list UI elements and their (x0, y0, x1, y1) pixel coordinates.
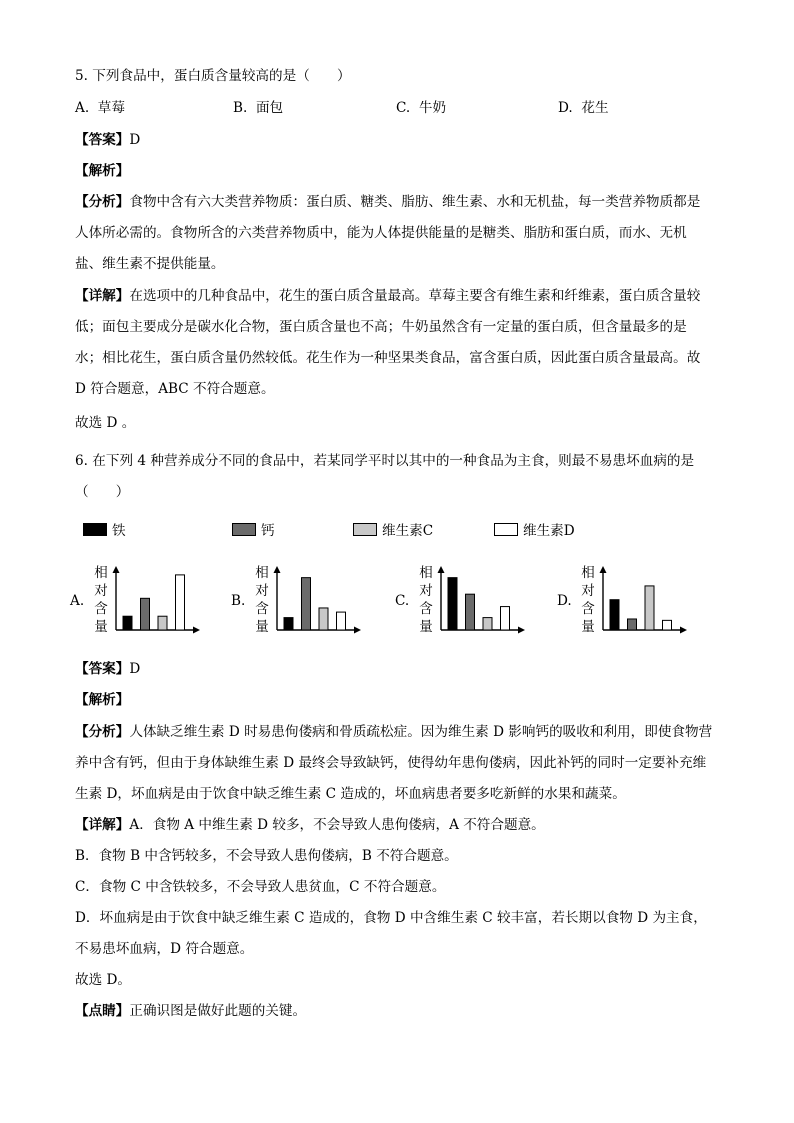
q6-dianjing (75, 1001, 306, 1021)
option-text: 面包 (255, 100, 284, 116)
q6-detail-line: B．食物 B 中含钙较多，不会导致人患佝偻病，B 不符合题意。 (75, 848, 458, 864)
y-axis-arrow (438, 566, 445, 573)
xiangjie-tag: 【详解】 (75, 288, 130, 304)
ylabel-char: 对 (94, 583, 108, 599)
legend-swatch (494, 523, 518, 536)
bar-vitamin-c (319, 608, 328, 630)
answer-tag: 【答案】 (75, 661, 130, 677)
legend-item-vitamin-d (494, 519, 575, 539)
x-axis-arrow (518, 627, 525, 634)
fenxi-tag: 【分析】 (75, 724, 130, 740)
bar-vitamin-d (501, 607, 510, 630)
q5-option-c (396, 98, 446, 118)
chart-d (557, 562, 697, 642)
q6-fenxi-line: 养中含有钙，但由于身体缺维生素 D 最终会导致缺钙，使得幼年患佝偻病，因此补钙的同时一定要补充维 (75, 755, 707, 771)
q5-conclusion: 故选 D 。 (75, 415, 136, 431)
q5-fenxi-line: 人体所必需的。食物所含的六类营养物质中，能为人体提供能量的是糖类、脂肪和蛋白质，而水、无机 (75, 225, 687, 241)
chart-letter: A. (70, 593, 85, 609)
bar-vitamin-c (158, 616, 167, 630)
y-axis-arrow (113, 566, 120, 573)
ylabel-char: 对 (419, 583, 433, 599)
ylabel-char: 相 (255, 565, 269, 581)
dianjing-tag: 【点睛】 (75, 1003, 130, 1019)
bar-vitamin-d (337, 612, 346, 630)
q5-xiangjie-line: 水；相比花生，蛋白质含量仍然较低。花生作为一种坚果类食品，富含蛋白质，因此蛋白质含量最高。故 (75, 350, 701, 366)
q6-answer (75, 659, 140, 679)
q5-option-d (558, 98, 609, 118)
xiangjie-text: A．食物 A 中维生素 D 较多，不会导致人患佝偻病，A 不符合题意。 (129, 817, 545, 833)
chart-c (395, 562, 535, 642)
bar-calcium (628, 619, 637, 630)
ylabel-char: 含 (255, 601, 269, 617)
option-text: 牛奶 (418, 100, 447, 116)
answer-value: D (129, 661, 141, 677)
answer-value: D (129, 132, 141, 148)
fenxi-text: 人体缺乏维生素 D 时易患佝偻病和骨质疏松症。因为维生素 D 影响钙的吸收和利用，即使食物营 (129, 724, 713, 740)
option-letter: A. (75, 100, 90, 116)
ylabel-char: 相 (419, 565, 433, 581)
chart-b-plot (271, 562, 365, 634)
q6-detail-line: 不易患坏血病，D 符合题意。 (75, 941, 254, 957)
bar-calcium (466, 594, 475, 630)
answer-tag: 【答案】 (75, 132, 130, 148)
chart-a-plot (110, 562, 204, 634)
q6-conclusion: 故选 D。 (75, 972, 132, 988)
bar-vitamin-d (663, 620, 672, 630)
option-letter: C. (396, 100, 411, 116)
y-axis-arrow (274, 566, 281, 573)
legend-item-calcium (232, 519, 275, 539)
q6-stem-line1: 6. 在下列 4 种营养成分不同的食品中，若某同学平时以其中的一种食品为主食，则最不易患坏血病的是 (75, 453, 695, 469)
q5-analysis-tag: 【解析】 (75, 163, 130, 179)
chart-d-plot (597, 562, 691, 634)
bar-iron (284, 618, 293, 630)
chart-ylabel (580, 564, 596, 636)
x-axis-arrow (354, 627, 361, 634)
chart-ylabel (254, 564, 270, 636)
chart-ylabel (418, 564, 434, 636)
x-axis-arrow (680, 627, 687, 634)
legend-label: 钙 (261, 523, 275, 539)
bar-iron (123, 616, 132, 630)
bar-vitamin-d (176, 575, 185, 630)
q5-option-b (233, 98, 283, 118)
legend-label: 铁 (112, 523, 126, 539)
option-text: 花生 (581, 100, 609, 116)
legend-label: 维生素D (523, 523, 575, 539)
option-text: 草莓 (97, 100, 125, 116)
ylabel-char: 对 (581, 583, 595, 599)
q5-fenxi-line: 盐、维生素不提供能量。 (75, 256, 225, 272)
legend-swatch (232, 523, 256, 536)
bar-iron (610, 600, 619, 630)
q5-xiangjie-line: 低；面包主要成分是碳水化合物，蛋白质含量也不高；牛奶虽然含有一定量的蛋白质，但含量最多的是 (75, 319, 687, 335)
chart-b (231, 562, 371, 642)
ylabel-char: 含 (419, 601, 433, 617)
chart-legend (75, 519, 725, 541)
bar-iron (448, 578, 457, 630)
ylabel-char: 对 (255, 583, 269, 599)
y-axis-arrow (600, 566, 607, 573)
bar-calcium (141, 598, 150, 630)
q6-detail-line: C．食物 C 中含铁较多，不会导致人患贫血，C 不符合题意。 (75, 879, 446, 895)
q5-fenxi-line (75, 192, 700, 212)
ylabel-char: 量 (419, 619, 433, 635)
ylabel-char: 量 (581, 619, 595, 635)
x-axis-arrow (193, 627, 200, 634)
ylabel-char: 含 (94, 601, 108, 617)
q5-stem: 5. 下列食品中，蛋白质含量较高的是（ ） (75, 68, 351, 84)
ylabel-char: 量 (94, 619, 108, 635)
ylabel-char: 量 (255, 619, 269, 635)
bar-vitamin-c (483, 618, 492, 630)
q6-detail-line: D．坏血病是由于饮食中缺乏维生素 C 造成的，食物 D 中含维生素 C 较丰富，若长期以食物 D 为主食， (75, 910, 707, 926)
fenxi-text: 食物中含有六大类营养物质：蛋白质、糖类、脂肪、维生素、水和无机盐，每一类营养物质都是 (129, 194, 701, 210)
q6-xiangjie-line (75, 815, 545, 835)
chart-c-plot (435, 562, 529, 634)
ylabel-char: 含 (581, 601, 595, 617)
q6-fenxi-line (75, 722, 712, 742)
option-letter: D. (558, 100, 573, 116)
q6-analysis-tag: 【解析】 (75, 692, 130, 708)
q5-answer (75, 130, 140, 150)
bar-vitamin-c (645, 586, 654, 630)
ylabel-char: 相 (94, 565, 108, 581)
legend-label: 维生素C (382, 523, 434, 539)
legend-item-vitamin-c (353, 519, 433, 539)
option-letter: B. (233, 100, 248, 116)
dianjing-text: 正确识图是做好此题的关键。 (129, 1003, 307, 1019)
chart-a (70, 562, 210, 642)
legend-item-iron (83, 519, 126, 539)
chart-ylabel (93, 564, 109, 636)
chart-letter: B. (231, 593, 246, 609)
fenxi-tag: 【分析】 (75, 194, 130, 210)
q6-fenxi-line: 生素 D，坏血病是由于饮食中缺乏维生素 C 造成的，坏血病患者要多吃新鲜的水果和蔬菜。 (75, 786, 626, 802)
xiangjie-text: 在选项中的几种食品中，花生的蛋白质含量最高。草莓主要含有维生素和纤维素，蛋白质含量较 (129, 288, 701, 304)
q6-stem-line2: （ ） (75, 484, 130, 500)
q5-xiangjie-line (75, 286, 700, 306)
legend-swatch (353, 523, 377, 536)
q5-xiangjie-line: D 符合题意，ABC 不符合题意。 (75, 381, 275, 397)
ylabel-char: 相 (581, 565, 595, 581)
xiangjie-tag: 【详解】 (75, 817, 130, 833)
q5-option-a (75, 98, 125, 118)
legend-swatch (83, 523, 107, 536)
bar-calcium (302, 578, 311, 630)
chart-letter: D. (557, 593, 572, 609)
chart-letter: C. (395, 593, 410, 609)
